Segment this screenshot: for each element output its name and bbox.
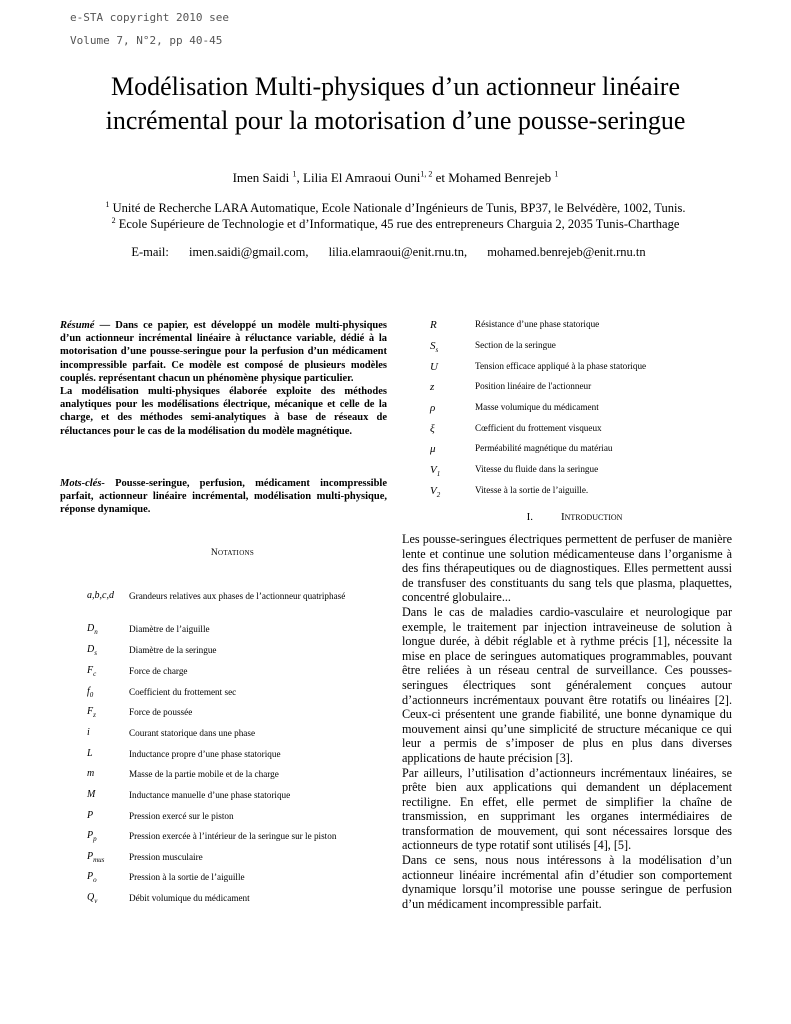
notation-symbol: $f_0$ <box>87 686 94 699</box>
notation-symbol: $Q_v$ <box>87 892 98 905</box>
section-number: I. <box>526 511 533 523</box>
author-1: Imen Saidi <box>232 170 293 185</box>
author-3-affil: 1 <box>554 169 559 179</box>
notation-symbol: P <box>87 810 94 821</box>
abstract-p1 <box>60 319 387 385</box>
abstract-label: Résumé <box>60 320 95 331</box>
abstract <box>60 319 387 438</box>
email-2[interactable]: lilia.elamraoui@enit.rnu.tn, <box>328 245 468 259</box>
author-1-affil: 1 <box>292 169 297 179</box>
notation-description: Vitesse du fluide dans la seringue <box>475 464 599 474</box>
notation-symbol: L <box>87 748 93 759</box>
section-heading <box>402 511 747 523</box>
notation-symbol: $F_c$ <box>87 665 97 678</box>
notation-symbol: μ <box>430 443 436 455</box>
notation-description: Masse volumique du médicament <box>475 402 599 412</box>
notation-description: Perméabilité magnétique du matériau <box>475 443 613 453</box>
notation-description: Coefficient du frottement sec <box>129 687 237 697</box>
email-3[interactable]: mohamed.benrejeb@enit.rnu.tn <box>487 245 646 259</box>
affiliation-2-sup: 2 <box>111 215 116 225</box>
email-1[interactable]: imen.saidi@gmail.com, <box>188 245 309 259</box>
notation-symbol: z <box>430 381 435 393</box>
paper-title <box>40 70 751 138</box>
keywords-text: Pousse-seringue, perfusion, médicament incompressible parfait, actionneur linéaire incrémental, modélisation multi-physique, réponse dynamique. <box>60 478 387 516</box>
notation-description: Pression musculaire <box>129 852 203 862</box>
notation-symbol: ρ <box>430 402 436 414</box>
notation-symbol: $P_p$ <box>87 830 97 843</box>
notation-description: Diamètre de la seringue <box>129 645 217 655</box>
notation-description: Inductance propre d’une phase statorique <box>129 749 281 759</box>
notation-description: Cœfficient du frottement visqueux <box>475 423 602 433</box>
affiliation-2-text: Ecole Supérieure de Technologie et d’Informatique, 45 rue des entrepreneurs Charguia 2, 2035 Tunis-Charthage <box>115 217 680 231</box>
notation-symbol: $V_1$ <box>430 464 441 479</box>
notation-symbol: $F_z$ <box>87 706 96 719</box>
notation-symbol: $V_2$ <box>430 485 441 500</box>
notation-description: Débit volumique du médicament <box>129 893 250 903</box>
notation-symbol: U <box>430 361 438 373</box>
notation-description: Pression exercé sur le piston <box>129 811 234 821</box>
notation-description: Inductance manuelle d’une phase statorique <box>129 790 291 800</box>
email-label: E-mail: <box>131 245 169 259</box>
author-2-affil: 1, 2 <box>420 169 433 179</box>
keywords <box>60 477 387 517</box>
author-2: , Lilia El Amraoui Ouni <box>296 170 421 185</box>
notation-symbol: $P_{mus}$ <box>87 851 105 864</box>
notation-description: Position linéaire de l'actionneur <box>475 381 592 391</box>
notation-symbol: a,b,c,d <box>87 590 114 601</box>
intro-paragraph-3: Par ailleurs, l’utilisation d’actionneurs incrémentaux linéaires, se prête bien aux applications qui demandent un déplacement rectiligne. En effet, elle permet de simplifier la chaîne de transmission, en supprimant les organes intermédiaires de transformation de mouvement, qui sont nécessaires lorsque des actionneurs de type rotatif sont utilisés [4], [5]. <box>402 765 732 853</box>
notations-heading: Notations <box>210 548 255 558</box>
notation-symbol: M <box>87 789 96 800</box>
notation-description: Force de poussée <box>129 707 193 717</box>
title-line1: Modélisation Multi-physiques d’un actionneur linéaire <box>111 72 680 101</box>
affiliation-2 <box>0 217 791 232</box>
notation-description: Grandeurs relatives aux phases de l’actionneur quatriphasé <box>129 591 346 601</box>
keywords-label: Mots-clés- <box>60 478 105 489</box>
author-list <box>0 170 791 186</box>
notation-description: Courant statorique dans une phase <box>129 728 256 738</box>
author-3: et Mohamed Benrejeb <box>432 170 555 185</box>
affiliation-1-sup: 1 <box>105 199 110 209</box>
intro-paragraph-1: Les pousse-seringues électriques permettent de perfuser de manière lente et continue une solution médicamenteuse dans l’organisme à des fins thérapeutiques ou de diagnostiques. Elles permettent aussi de transfuser des constituants du sang tels que plasma, plaquettes, concentré globulaire... <box>402 532 732 605</box>
notation-symbol: $D_s$ <box>87 644 97 657</box>
notation-symbol: m <box>87 768 95 779</box>
notation-description: Vitesse à la sortie de l’aiguille. <box>475 485 589 495</box>
introduction-text <box>402 532 732 911</box>
notation-description: Force de charge <box>129 666 188 676</box>
section-title: Introduction <box>560 511 623 523</box>
notation-description: Pression à la sortie de l’aiguille <box>129 872 245 882</box>
notation-symbol: R <box>430 319 437 331</box>
notation-description: Section de la seringue <box>475 340 556 350</box>
journal-header-line1: e-STA copyright 2010 see <box>70 11 229 24</box>
intro-paragraph-4: Dans ce sens, nous nous intéressons à la modélisation d’un actionneur linéaire incrémental afin d’étudier son comportement dynamique lorsqu’il motorise une pousse seringue de perfusion d’un médicament incompressible parfait. <box>402 853 732 911</box>
intro-paragraph-2: Dans le cas de maladies cardio-vasculaire et neurologique par exemple, le traitement par injection intraveineuse de solution à longue durée, à débit réglable et à rythme précis [1], nécessite la mise en place de seringues automatiques programmables, pouvant être reliées à un réseau central de surveillance. Ces pousses-seringues électriques sont généralement conçues autour d’actionneurs incrémentaux pouvant être rotatifs ou linéaires [2]. Ceux-ci présentent une grande fiabilité, une bonne dynamique du mouvement ainsi qu’une simplicité de structure mécanique ce qui leur a permis de s’imposer de plus en plus dans diverses applications de haute précision [3]. <box>402 604 732 765</box>
notation-description: Diamètre de l’aiguille <box>129 624 210 634</box>
notation-symbol: $P_o$ <box>87 871 97 884</box>
notation-description: Résistance d’une phase statorique <box>475 319 600 329</box>
notation-symbol: i <box>87 727 90 738</box>
notation-symbol: $S_s$ <box>430 340 439 355</box>
notation-description: Pression exercée à l’intérieur de la seringue sur le piston <box>129 831 337 841</box>
abstract-p1-text: — Dans ce papier, est développé un modèle multi-physiques d’un actionneur incrémental linéaire à réluctance variable, dédié à la motorisation d’une pousse-seringue pour la perfusion d’un médicament incompressible parfait. Ce modèle est composé de plusieurs modèles couplés. représentant chacun un phénomène physique particulier. <box>60 320 387 384</box>
affiliation-1 <box>0 201 791 216</box>
journal-header-line2: Volume 7, N°2, pp 40-45 <box>70 34 223 47</box>
abstract-p2: La modélisation multi-physiques élaborée exploite des méthodes analytiques pour les modélisations électrique, mécanique et celle de la charge, et des méthodes semi-analytiques à base de réseaux de réluctances pour le cas de la modélisation du modèle magnétique. <box>60 386 387 437</box>
notation-symbol: ξ <box>430 423 435 435</box>
affiliation-1-text: Unité de Recherche LARA Automatique, Ecole Nationale d’Ingénieurs de Tunis, BP37, le Belvédère, 1002, Tunis. <box>109 201 686 215</box>
notation-description: Masse de la partie mobile et de la charge <box>129 769 279 779</box>
title-line2: incrémental pour la motorisation d’une pousse-seringue <box>105 106 686 135</box>
notation-symbol: $D_n$ <box>87 623 98 636</box>
email-line <box>0 245 791 260</box>
notation-description: Tension efficace appliqué à la phase statorique <box>475 361 647 371</box>
